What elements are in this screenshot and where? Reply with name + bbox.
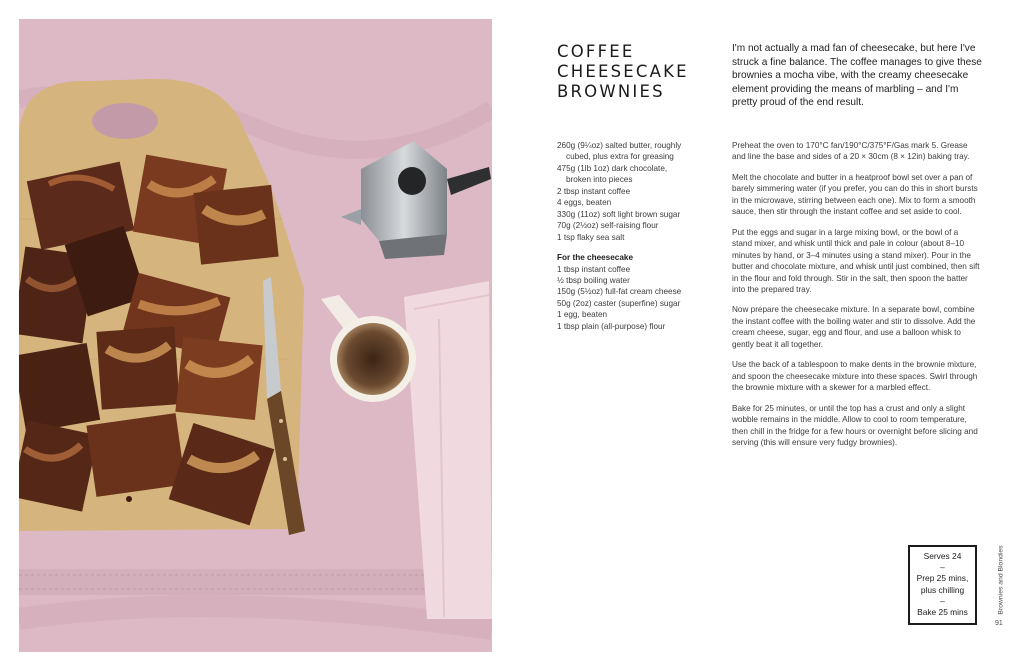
ingredient-line: broken into pieces xyxy=(566,175,633,185)
method-step: Use the back of a tablespoon to make dents in the brownie mixture, and spoon the cheesecake mixture into these spaces. Swirl through the brownie mixture with a skewer for a marbled effect. xyxy=(732,360,978,393)
ingredient-line: 1 tbsp plain (all-purpose) flour xyxy=(557,321,666,331)
info-separator: – xyxy=(940,562,945,573)
cheesecake-subheading: For the cheesecake xyxy=(557,253,634,263)
recipe-title-line: COFFEE xyxy=(557,42,635,61)
ingredient-line: 1 tsp flaky sea salt xyxy=(557,232,625,242)
recipe-photo xyxy=(19,19,492,652)
method-step: Now prepare the cheesecake mixture. In a separate bowl, combine the instant coffee with the boiling water and stir to dissolve. Add the cream cheese, sugar, egg and flour, and use a balloon whisk to gently beat it all together. xyxy=(732,305,976,349)
ingredient-line: 260g (9¼oz) salted butter, roughly xyxy=(557,141,682,150)
recipe-title-line: BROWNIES xyxy=(557,82,665,101)
ingredient-line: 1 egg, beaten xyxy=(557,310,608,320)
prep-time-text: Prep 25 mins, xyxy=(916,573,969,584)
recipe-title-line: CHEESECAKE xyxy=(557,62,689,81)
ingredient-line: 475g (1lb 1oz) dark chocolate, xyxy=(557,163,668,173)
bake-time-text: Bake 25 mins xyxy=(917,607,968,618)
method-step: Preheat the oven to 170°C fan/190°C/375°F/Gas mark 5. Grease and line the base and sides of a 20 × 30cm (8 × 12in) baking tray. xyxy=(732,141,970,162)
method-steps xyxy=(732,140,980,457)
ingredient-line: cubed, plus extra for greasing xyxy=(566,152,674,162)
page-number: 91 xyxy=(995,620,1003,627)
ingredient-line: 70g (2½oz) self-raising flour xyxy=(557,221,659,231)
recipe-title xyxy=(557,42,717,102)
ingredient-line: 1 tbsp instant coffee xyxy=(557,264,631,274)
ingredients-list xyxy=(557,140,722,332)
method-step: Bake for 25 minutes, or until the top has a crust and only a slight wobble remains in the middle. Allow to cool to room temperature, then chill in the fridge for a few hours or overnight before slicing and serving (this will ensure very fudgy brownies). xyxy=(732,403,978,447)
ingredient-line: 50g (2oz) caster (superfine) sugar xyxy=(557,298,681,308)
method-step: Melt the chocolate and butter in a heatproof bowl set over a pan of barely simmering water (if you prefer, you can do this in short bursts in the microwave, stirring between each one). Mix to form a smooth sauce, then stir through the instant coffee and set aside to cool. xyxy=(732,172,978,217)
prep-time-note: plus chilling xyxy=(920,584,965,595)
serves-text: Serves 24 xyxy=(923,551,962,561)
section-label xyxy=(995,545,1007,615)
section-label-text: Brownies and Blondies xyxy=(997,545,1005,615)
recipe-info-box xyxy=(908,545,977,625)
ingredient-line: ½ tbsp boiling water xyxy=(557,275,630,285)
ingredient-line: 4 eggs, beaten xyxy=(557,198,612,208)
ingredient-line: 2 tbsp instant coffee xyxy=(557,186,631,196)
ingredient-line: 150g (5½oz) full-fat cream cheese xyxy=(557,287,682,297)
ingredient-line: 330g (11oz) soft light brown sugar xyxy=(557,209,681,219)
method-step: Put the eggs and sugar in a large mixing bowl, or the bowl of a stand mixer, and whisk until thick and pale in colour (about 8–10 minutes by hand, or 3–4 minutes using a stand mixer). Pour in the butter and chocolate mixture, and whisk until just combined, then sift in the flour and fold through. Stir in the salt, then spoon the batter into the prepared tray. xyxy=(732,227,980,294)
recipe-intro: I'm not actually a mad fan of cheesecake, but here I've struck a fine balance. The coffee manages to give these brownies a mocha vibe, with the creamy cheesecake element providing the means of marbling – and I'm pretty proud of the end result. xyxy=(732,43,982,109)
info-separator: – xyxy=(940,595,945,606)
brownies-photo-illustration xyxy=(19,19,492,652)
